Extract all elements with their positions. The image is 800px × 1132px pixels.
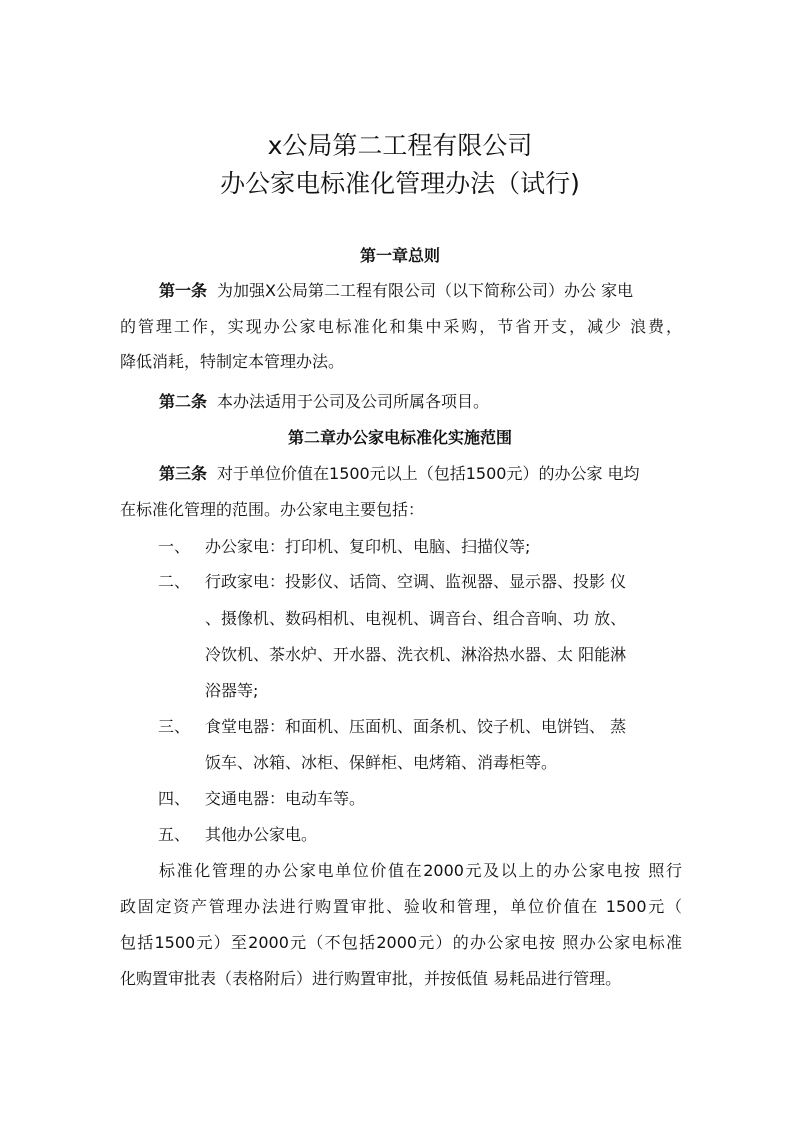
- chapter-2-heading: 第二章办公家电标准化实施范围: [287, 428, 512, 447]
- article-3-line-1: [159, 463, 640, 485]
- item-2-number: 二、: [158, 572, 191, 591]
- article-1-line-2: 的管理工作，实现办公家电标准化和集中采购，节省开支，减少 浪费，: [120, 317, 682, 336]
- item-2-line-3: 冷饮机、茶水炉、开水器、洗衣机、淋浴热水器、太 阳能淋: [205, 645, 627, 664]
- article-1-line-1: [159, 280, 633, 302]
- item-3-line-2: 饭车、冰箱、冰柜、保鲜柜、电烤箱、消毒柜等。: [205, 753, 558, 772]
- document-title-line2: 办公家电标准化管理办法（试行): [220, 169, 580, 198]
- article-2-text: 本办法适用于公司及公司所属各项目。: [217, 392, 490, 411]
- chapter-1-heading: 第一章总则: [359, 246, 440, 265]
- item-3-number: 三、: [158, 717, 191, 736]
- article-2-lead: 第二条: [159, 392, 208, 411]
- item-5-number: 五、: [158, 825, 191, 844]
- article-3-line-2: 在标准化管理的范围。办公家电主要包括：: [120, 500, 425, 519]
- item-5-text: 其他办公家电。: [205, 825, 318, 844]
- item-2-line-2: 、摄像机、数码相机、电视机、调音台、组合音响、功 放、: [205, 609, 627, 628]
- item-1-text: 办公家电：打印机、复印机、电脑、扫描仪等;: [205, 537, 531, 556]
- paragraph-line-3: 包括1500元）至2000元（不包括2000元）的办公家电按 照办公家电标准: [120, 933, 682, 952]
- paragraph-line-1: 标准化管理的办公家电单位价值在2000元及以上的办公家电按 照行: [159, 861, 682, 880]
- article-3-lead: 第三条: [159, 464, 208, 483]
- paragraph-line-2: 政固定资产管理办法进行购置审批、验收和管理，单位价值在 1500元（: [120, 897, 682, 916]
- item-4-number: 四、: [158, 789, 191, 808]
- document-title-line1: x公局第二工程有限公司: [267, 131, 533, 160]
- article-1-text: 为加强X公局第二工程有限公司（以下简称公司）办公 家电: [217, 281, 634, 300]
- article-3-text: 对于单位价值在1500元以上（包括1500元）的办公家 电均: [217, 464, 640, 483]
- article-2-line: [159, 391, 489, 413]
- item-4-text: 交通电器：电动车等。: [205, 789, 366, 808]
- paragraph-line-4: 化购置审批表（表格附后）进行购置审批，并按低值 易耗品进行管理。: [120, 969, 622, 988]
- item-2-line-1: 行政家电：投影仪、话筒、空调、监视器、显示器、投影 仪: [205, 572, 627, 591]
- item-1-number: 一、: [158, 537, 191, 556]
- article-1-lead: 第一条: [159, 281, 208, 300]
- item-2-line-4: 浴器等;: [205, 681, 259, 700]
- item-3-line-1: 食堂电器：和面机、压面机、面条机、饺子机、电饼铛、 蒸: [205, 717, 627, 736]
- article-1-line-3: 降低消耗，特制定本管理办法。: [120, 352, 345, 371]
